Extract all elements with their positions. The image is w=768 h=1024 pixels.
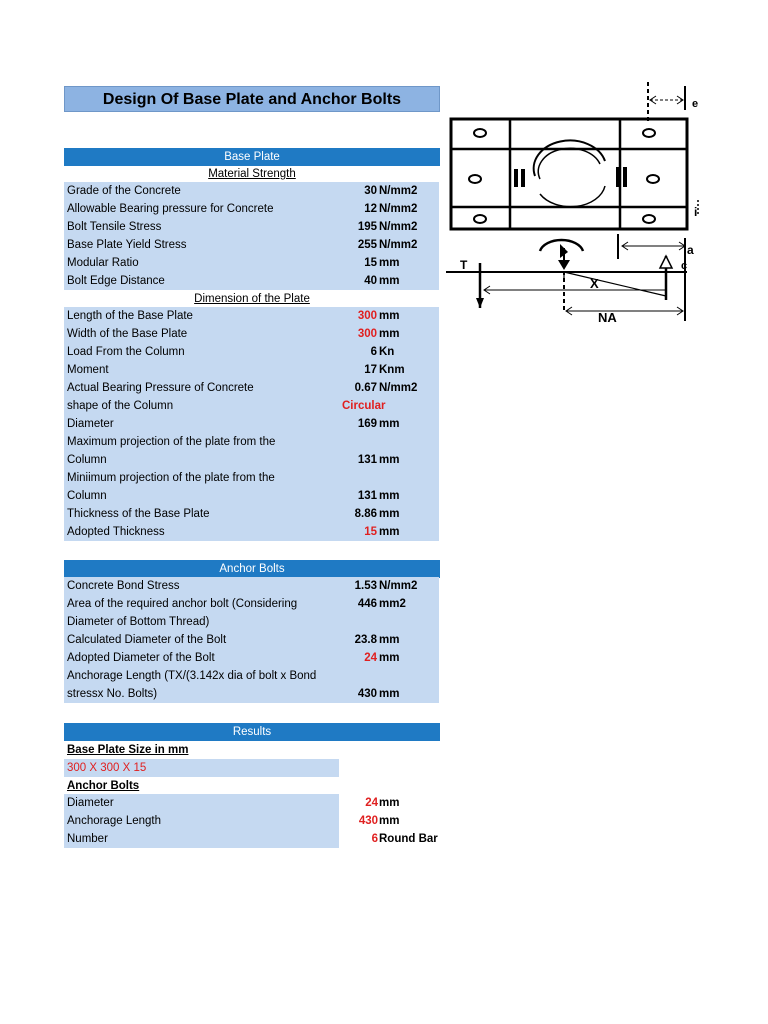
row-value-cell [339,254,439,272]
row-label-line: Adopted Thickness [67,526,165,538]
row-value-cell [339,182,439,200]
plate-outline [451,119,687,229]
row-label [64,433,339,469]
row-label-line: Bolt Tensile Stress [67,221,162,233]
row-label-line: Bolt Edge Distance [67,275,165,287]
row-label [64,361,339,379]
row-value: 300 [357,310,377,322]
row-label-line: Adopted Diameter of the Bolt [67,652,215,664]
row-label [64,577,339,595]
row-value-cell [339,343,439,361]
row-label-line: Diameter [67,418,114,430]
base-plate-size-label-row [64,741,440,759]
row-label [64,272,339,290]
label-i: i [694,205,698,219]
result-value-cell [339,794,440,812]
row-value-cell [339,577,439,595]
row-label [64,631,339,649]
label-X: X [590,276,599,291]
data-row [64,433,440,469]
row-label [64,505,339,523]
row-value: 30 [364,185,377,197]
row-unit: Kn [379,346,395,358]
row-value-cell [339,272,439,290]
bolt-hole [647,175,659,183]
data-row [64,307,440,325]
row-unit: N/mm2 [379,203,418,215]
row-value-cell [339,667,439,703]
row-unit: N/mm2 [379,185,418,197]
data-row [64,505,440,523]
row-value: 40 [364,275,377,287]
bolt-hole [474,129,486,137]
row-label-line: Base Plate Yield Stress [67,239,187,251]
row-label-line: Miniimum projection of the plate from the [67,472,275,484]
row-value: 131 [357,490,377,502]
row-value: Circular [342,400,386,412]
row-label-line: Anchorage Length (TX/(3.142x dia of bolt x Bond [67,670,317,682]
row-label-line: Column [67,454,107,466]
data-row [64,361,440,379]
dimension-header: Dimension of the Plate [194,293,310,305]
row-label [64,182,339,200]
row-unit: mm [379,508,400,520]
result-value-cell [339,812,440,830]
row-value-cell [339,523,439,541]
row-value-cell [339,361,439,379]
row-unit: N/mm2 [379,221,418,233]
row-value: 300 [357,328,377,340]
row-label [64,200,339,218]
row-value: 446 [357,598,377,610]
row-value-cell [339,433,439,469]
row-value: 131 [357,454,377,466]
row-value-cell [339,325,439,343]
data-row [64,523,440,541]
base-plate-size-row [64,759,440,777]
row-label-line: Moment [67,364,109,376]
row-label-line: shape of the Column [67,400,174,412]
data-row [64,595,440,631]
material-strength-header: Material Strength [208,168,296,180]
row-label [64,649,339,667]
data-row [64,667,440,703]
row-value: 169 [357,418,377,430]
row-value-cell [339,236,439,254]
label-a: a [687,243,694,257]
row-label-line: stressx No. Bolts) [67,688,158,700]
data-row [64,325,440,343]
row-label-line: Length of the Base Plate [67,310,193,322]
row-unit: mm [379,257,400,269]
data-row [64,577,440,595]
row-value-cell [339,469,439,505]
row-unit: mm2 [379,598,406,610]
row-value: 12 [364,203,377,215]
row-label [64,343,339,361]
anchor-label-row [64,777,440,795]
row-unit: Knm [379,364,405,376]
row-label-line: Concrete Bond Stress [67,580,180,592]
row-label-line: Modular Ratio [67,257,139,269]
bolt-hole [643,215,655,223]
row-unit: mm [379,275,400,287]
result-label: Diameter [64,794,339,812]
row-value: 23.8 [354,634,377,646]
row-unit: mm [379,652,400,664]
row-label [64,523,339,541]
result-value-cell [339,830,440,848]
result-label: Anchorage Length [64,812,339,830]
row-value-cell [339,397,439,415]
result-value: 24 [365,797,378,809]
result-unit: Round Bar [379,833,438,845]
row-label-line: Load From the Column [67,346,185,358]
data-row [64,272,440,290]
row-label-line: Actual Bearing Pressure of Concrete [67,382,254,394]
data-row [64,236,440,254]
row-unit: N/mm2 [379,382,418,394]
row-label [64,415,339,433]
results-header: Results [64,723,440,741]
row-unit: N/mm2 [379,239,418,251]
data-row [64,397,440,415]
data-row [64,343,440,361]
result-row [64,830,440,848]
row-value-cell [339,379,439,397]
data-row [64,631,440,649]
row-label-line: Width of the Base Plate [67,328,188,340]
row-value: 0.67 [354,382,377,394]
row-value-cell [339,218,439,236]
row-label-line: Diameter of Bottom Thread) [67,616,210,628]
label-e: e [692,98,699,110]
row-unit: mm [379,418,400,430]
row-unit: mm [379,328,400,340]
row-label-line: Grade of the Concrete [67,185,181,197]
anchor-bolts-header: Anchor Bolts [64,560,440,578]
base-plate-size-cell: 300 X 300 X 15 [64,759,339,777]
row-label-line: Thickness of the Base Plate [67,508,210,520]
row-unit: mm [379,634,400,646]
row-label [64,595,339,631]
base-plate-size-label: Base Plate Size in mm [67,744,189,756]
row-value: 430 [357,688,377,700]
row-label [64,254,339,272]
data-row [64,469,440,505]
row-value-cell [339,505,439,523]
row-value: 17 [364,364,377,376]
row-value-cell [339,200,439,218]
row-value-cell [339,649,439,667]
row-unit: mm [379,688,400,700]
bolt-hole [474,215,486,223]
base-plate-header: Base Plate [64,148,440,166]
row-value: 6 [370,346,377,358]
row-label [64,218,339,236]
result-value: 430 [358,815,378,827]
row-label [64,469,339,505]
row-label-line: Area of the required anchor bolt (Considering [67,598,298,610]
result-row [64,794,440,812]
result-unit: mm [379,797,400,809]
row-value: 8.86 [354,508,377,520]
row-value: 255 [357,239,377,251]
result-value: 6 [371,833,378,845]
row-label-line: Maximum projection of the plate from the [67,436,276,448]
row-label [64,667,339,703]
label-NA: NA [598,310,617,322]
row-unit: mm [379,526,400,538]
data-row [64,649,440,667]
row-value-cell [339,307,439,325]
row-value: 1.53 [354,580,377,592]
label-T: T [460,258,468,272]
row-label [64,236,339,254]
row-value: 15 [364,526,377,538]
data-row [64,379,440,397]
anchor-bolts-result-label: Anchor Bolts [67,780,140,792]
row-unit: mm [379,454,400,466]
bolt-hole [469,175,481,183]
row-value: 24 [364,652,377,664]
result-unit: mm [379,815,400,827]
bolt-hole [643,129,655,137]
data-row [64,254,440,272]
row-unit: N/mm2 [379,580,418,592]
row-label [64,307,339,325]
row-value-cell [339,595,439,631]
base-plate-diagram [440,76,708,322]
row-unit: mm [379,310,400,322]
row-value-cell [339,631,439,649]
data-row [64,200,440,218]
row-label-line: Allowable Bearing pressure for Concrete [67,203,274,215]
row-label-line: Calculated Diameter of the Bolt [67,634,227,646]
data-row [64,415,440,433]
row-value: 15 [364,257,377,269]
page-title: Design Of Base Plate and Anchor Bolts [64,86,440,112]
row-value-cell [339,415,439,433]
row-unit: mm [379,490,400,502]
data-row [64,182,440,200]
result-label: Number [64,830,339,848]
row-label [64,379,339,397]
result-row [64,812,440,830]
row-value: 195 [357,221,377,233]
row-label [64,397,339,415]
label-c: c [681,260,688,272]
row-label-line: Column [67,490,107,502]
row-label [64,325,339,343]
data-row [64,218,440,236]
